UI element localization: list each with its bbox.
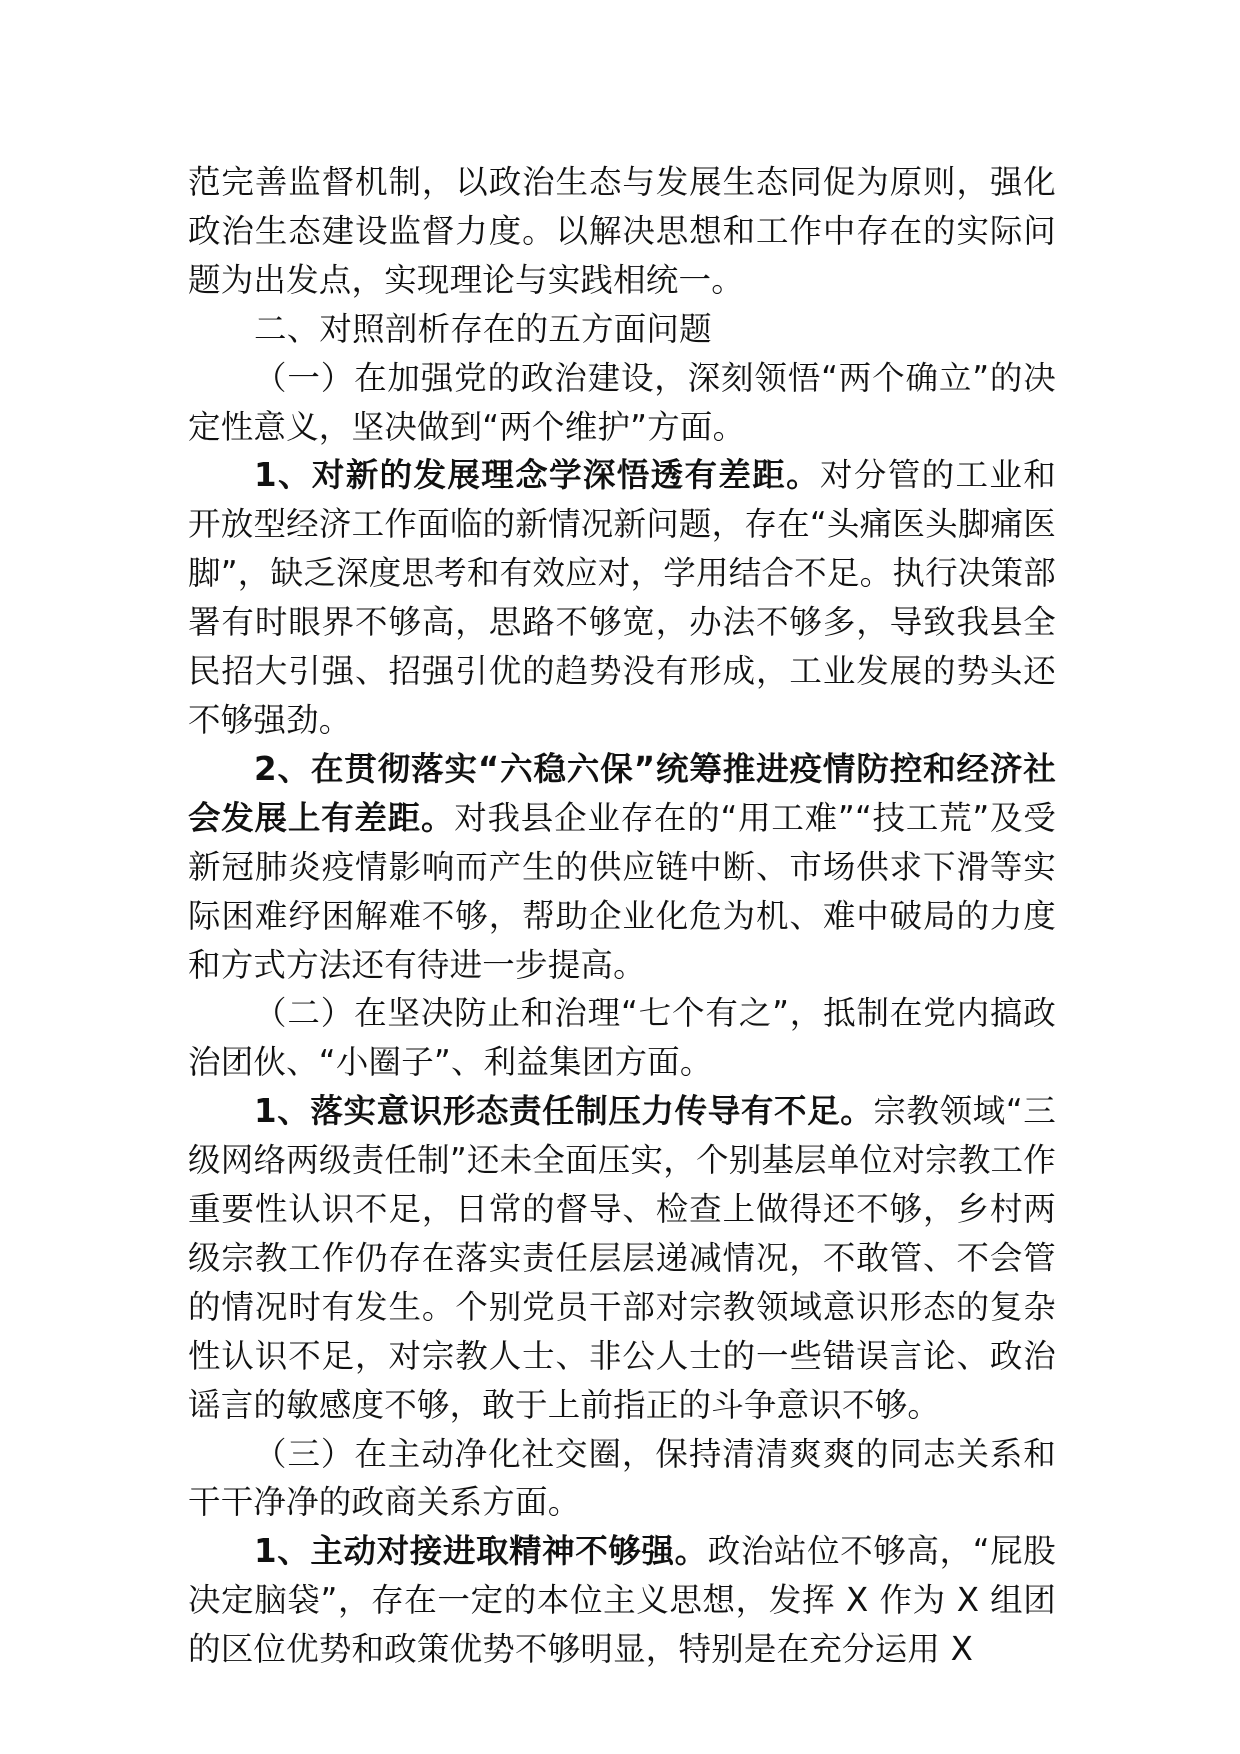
paragraph-text: 宗教领域“三级网络两级责任制”还未全面压实，个别基层单位对宗教工作重要性认识不足，日常的督导、检查上做得还不够，乡村两级宗教工作仍存在落实责任层层递减情况，不敢管、不会管的情况时有发生。个别党员干部对宗教领域意识形态的复杂性认识不足，对宗教人士、非公人士的一些错误言论、政治谣言的敏感度不够，敢于上前指正的斗争意识不够。 (188, 1092, 1056, 1424)
subsection-heading-1 (188, 354, 1056, 452)
paragraph-lead: 1、主动对接进取精神不够强。 (254, 1532, 708, 1571)
paragraph-lead: 1、落实意识形态责任制压力传导有不足。 (254, 1092, 874, 1131)
paragraph-text: （一）在加强党的政治建设，深刻领悟“两个确立”的决定性意义，坚决做到“两个维护”方面。 (188, 358, 1056, 446)
paragraph-text: 范完善监督机制，以政治生态与发展生态同促为原则，强化政治生态建设监督力度。以解决思想和工作中存在的实际问题为出发点，实现理论与实践相统一。 (188, 163, 1056, 299)
paragraph-text: 对我县企业存在的“用工难”“技工荒”及受新冠肺炎疫情影响而产生的供应链中断、市场供求下滑等实际困难纾困解难不够，帮助企业化危为机、难中破局的力度和方式方法还有待进一步提高。 (188, 798, 1056, 984)
paragraph-text: 二、对照剖析存在的五方面问题 (254, 309, 712, 348)
paragraph-text: 对分管的工业和开放型经济工作面临的新情况新问题，存在“头痛医头脚痛医脚”，缺乏深度思考和有效应对，学用结合不足。执行决策部署有时眼界不够高，思路不够宽，办法不够多，导致我县全民招大引强、招强引优的趋势没有形成，工业发展的势头还不够强劲。 (188, 456, 1056, 739)
paragraph-lead: 1、对新的发展理念学深悟透有差距。 (254, 456, 821, 495)
paragraph-issue-1-2 (188, 745, 1056, 990)
paragraph-1 (188, 158, 1056, 305)
paragraph-text: 政治站位不够高，“屁股决定脑袋”，存在一定的本位主义思想，发挥 X 作为 X 组团的区位优势和政策优势不够明显，特别是在充分运用 X (188, 1532, 1056, 1669)
paragraph-issue-3-1 (188, 1527, 1056, 1674)
document-body (188, 158, 1056, 1674)
paragraph-text: （二）在坚决防止和治理“七个有之”，抵制在党内搞政治团伙、“小圈子”、利益集团方面。 (188, 994, 1056, 1082)
subsection-heading-3 (188, 1430, 1056, 1528)
section-heading-2 (188, 305, 1056, 354)
paragraph-issue-2-1 (188, 1087, 1056, 1429)
paragraph-issue-1-1 (188, 451, 1056, 744)
paragraph-lead: 2、在贯彻落实“六稳六保”统筹推进疫情防控和经济社会发展上有差距。 (188, 749, 1056, 837)
paragraph-text: （三）在主动净化社交圈，保持清清爽爽的同志关系和干干净净的政商关系方面。 (188, 1434, 1056, 1522)
subsection-heading-2 (188, 989, 1056, 1087)
